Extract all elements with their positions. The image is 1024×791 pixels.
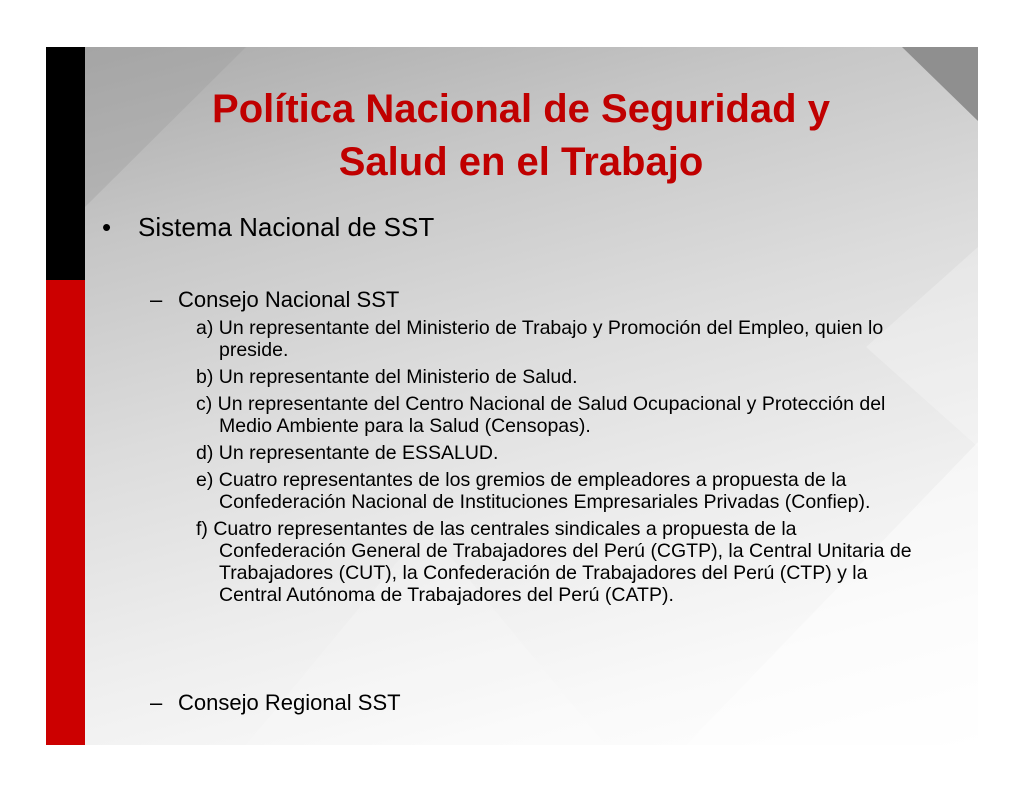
- slide: [46, 47, 978, 745]
- list-item: c) Un representante del Centro Nacional de Salud Ocupacional y Protección del Medio Ambiente para la Salud (Censopas).: [196, 393, 886, 437]
- slide-title: [106, 83, 936, 189]
- left-bar-red: [46, 280, 85, 745]
- list-item: a) Un representante del Ministerio de Trabajo y Promoción del Empleo, quien lo preside.: [196, 317, 884, 361]
- subbullet-consejo-regional: [150, 690, 401, 716]
- left-bar-black: [46, 47, 85, 280]
- title-line-2: Salud en el Trabajo: [338, 140, 704, 184]
- bullet-mark: •: [102, 212, 112, 242]
- subbullet-text: Consejo Regional SST: [178, 690, 401, 715]
- dash-mark: –: [150, 287, 163, 312]
- subbullet-text: Consejo Nacional SST: [178, 287, 400, 312]
- list-item: b) Un representante del Ministerio de Salud.: [196, 366, 578, 388]
- dash-mark: –: [150, 690, 163, 715]
- title-line-1: Política Nacional de Seguridad y: [212, 87, 830, 131]
- subbullet-consejo-nacional: [150, 287, 399, 313]
- members-list: [196, 317, 916, 611]
- bullet-sistema-nacional: [102, 211, 434, 243]
- list-item: e) Cuatro representantes de los gremios de empleadores a propuesta de la Confederación Nacional de Instituciones Empresariales Privadas (Confiep).: [196, 469, 871, 513]
- bullet-text: Sistema Nacional de SST: [138, 212, 435, 242]
- list-item: d) Un representante de ESSALUD.: [196, 442, 499, 464]
- list-item: f) Cuatro representantes de las centrales sindicales a propuesta de la Confederación General de Trabajadores del Perú (CGTP), la Central Unitaria de Trabajadores (CUT), la Confederación de Trabajadores del Perú (CTP) y la Central Autónoma de Trabajadores del Perú (CATP).: [196, 518, 912, 606]
